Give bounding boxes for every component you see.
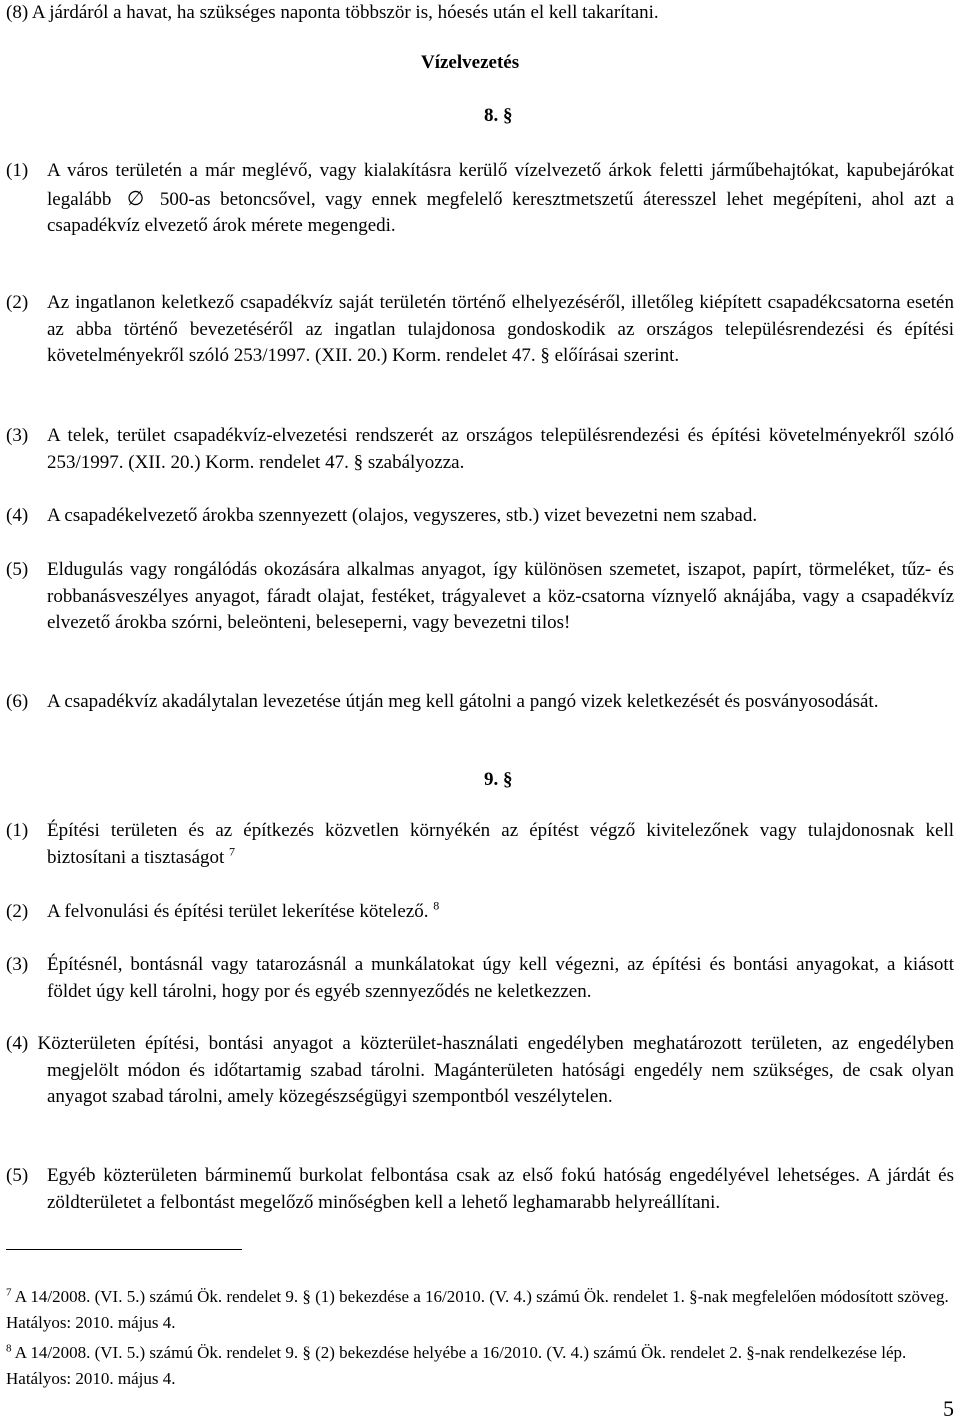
paragraph-text: Eldugulás vagy rongálódás okozására alkalmas anyagot, így különösen szemetet, iszapot, papírt, törmeléket, tűz- és robbanásveszélyes anyagot, fáradt olajat, festéket, trágyalevet a köz-csatorna víznyelő aknájába, vagy a csapadékvíz elvezető árokba szórni, beleönteni, beleseperni, vagy bevezetni tilos!	[47, 559, 954, 633]
paragraph-number: (1)	[6, 160, 29, 181]
page-number: 5	[943, 1396, 954, 1421]
paragraph-number: (6)	[6, 691, 29, 712]
section-8-number: 8. §	[484, 105, 513, 126]
paragraph-number: (2)	[6, 901, 29, 922]
paragraph-8-3	[6, 423, 954, 476]
paragraph-text: Az ingatlanon keletkező csapadékvíz saját területén történő elhelyezéséről, illetőleg kiépített csapadékcsatorna esetén az abba történő bevezetéséről az ingatlan tulajdonosa gondoskodik az országos településrendezési és építési követelményekről szóló 253/1997. (XII. 20.) Korm. rendelet 47. § előírásai szerint.	[47, 292, 954, 366]
paragraph-9-5	[6, 1163, 954, 1216]
footnote-8	[6, 1340, 954, 1392]
footnote-text: A 14/2008. (VI. 5.) számú Ök. rendelet 9. § (1) bekezdése a 16/2010. (V. 4.) számú Ök. rendelet 1. §-nak megfelelően módosított szöveg. Hatályos: 2010. május 4.	[6, 1287, 949, 1332]
paragraph-text: A csapadékelvezető árokba szennyezett (olajos, vegyszeres, stb.) vizet bevezetni nem szabad.	[47, 505, 758, 526]
paragraph-9-3	[6, 952, 954, 1005]
paragraph-8-2	[6, 290, 954, 370]
paragraph-number: (3)	[6, 954, 29, 975]
paragraph-text: Egyéb közterületen bárminemű burkolat felbontása csak az első fokú hatóság engedélyével lehetséges. A járdát és zöldterületet a felbontást megelőző minőségben kell a lehető leghamarabb helyreállítani.	[47, 1165, 954, 1213]
paragraph-number: (4)	[6, 505, 29, 526]
footnote-ref[interactable]: 8	[433, 898, 440, 913]
paragraph-number: (1)	[6, 820, 29, 841]
paragraph-8-1	[6, 158, 954, 240]
footnote-separator	[6, 1249, 242, 1250]
footnote-ref[interactable]: 7	[229, 844, 236, 859]
paragraph-text: A csapadékvíz akadálytalan levezetése útján meg kell gátolni a pangó vizek keletkezését és posványosodását.	[47, 691, 879, 712]
paragraph-8-8: (8) A járdáról a havat, ha szükséges naponta többször is, hóesés után el kell takarítani.	[6, 2, 659, 23]
paragraph-9-1	[6, 818, 954, 871]
section-9-number: 9. §	[484, 769, 513, 790]
paragraph-number: (3)	[6, 425, 29, 446]
paragraph-8-4	[6, 503, 954, 530]
paragraph-number: (5)	[6, 559, 29, 580]
diameter-icon: ∅	[126, 185, 145, 210]
paragraph-9-2	[6, 899, 954, 926]
paragraph-8-5	[6, 557, 954, 637]
paragraph-text: A telek, terület csapadékvíz-elvezetési rendszerét az országos településrendezési és építési követelményekről szóló 253/1997. (XII. 20.) Korm. rendelet 47. § szabályozza.	[47, 425, 954, 473]
paragraph-8-6	[6, 689, 954, 716]
paragraph-9-4: (4) Közterületen építési, bontási anyagot a közterület-használati engedélyben meghatározott területen, az engedélyben megjelölt módon és időtartamig szabad tárolni. Magánterületen hatósági engedély nem szükséges, de csak olyan anyagot szabad tárolni, amely közegészségügyi szempontból veszélytelen.	[6, 1033, 954, 1107]
footnote-mark: 8	[6, 1342, 12, 1355]
footnote-7	[6, 1284, 954, 1336]
paragraph-text: A felvonulási és építési terület lekerítése kötelező.	[47, 901, 429, 922]
paragraph-number: (2)	[6, 292, 29, 313]
paragraph-text: Építésnél, bontásnál vagy tatarozásnál a munkálatokat úgy kell végezni, az építési és bontási anyagokat, a kiásott földet úgy kell tárolni, hogy por és egyéb szennyeződés ne keletkezzen.	[47, 954, 954, 1002]
section-title: Vízelvezetés	[421, 52, 520, 73]
paragraph-number: (5)	[6, 1165, 29, 1186]
footnote-text: A 14/2008. (VI. 5.) számú Ök. rendelet 9. § (2) bekezdése helyébe a 16/2010. (V. 4.) számú Ök. rendelet 2. §-nak rendelkezése lép. Hatályos: 2010. május 4.	[6, 1343, 907, 1388]
footnote-mark: 7	[6, 1286, 12, 1299]
paragraph-text: A város területén a már meglévő, vagy kialakításra kerülő vízelvezető árkok feletti járműbehajtókat, kapubejárókat legalább	[47, 160, 954, 210]
paragraph-text: 500-as betoncsővel, vagy ennek megfelelő keresztmetszetű áteresszel lehet megépíteni, ahol azt a csapadékvíz elvezető árok mérete megengedi.	[47, 188, 955, 236]
paragraph-text: Építési területen és az építkezés közvetlen környékén az építést végző kivitelezőnek vagy tulajdonosnak kell biztosítani a tisztaságot	[47, 820, 954, 868]
